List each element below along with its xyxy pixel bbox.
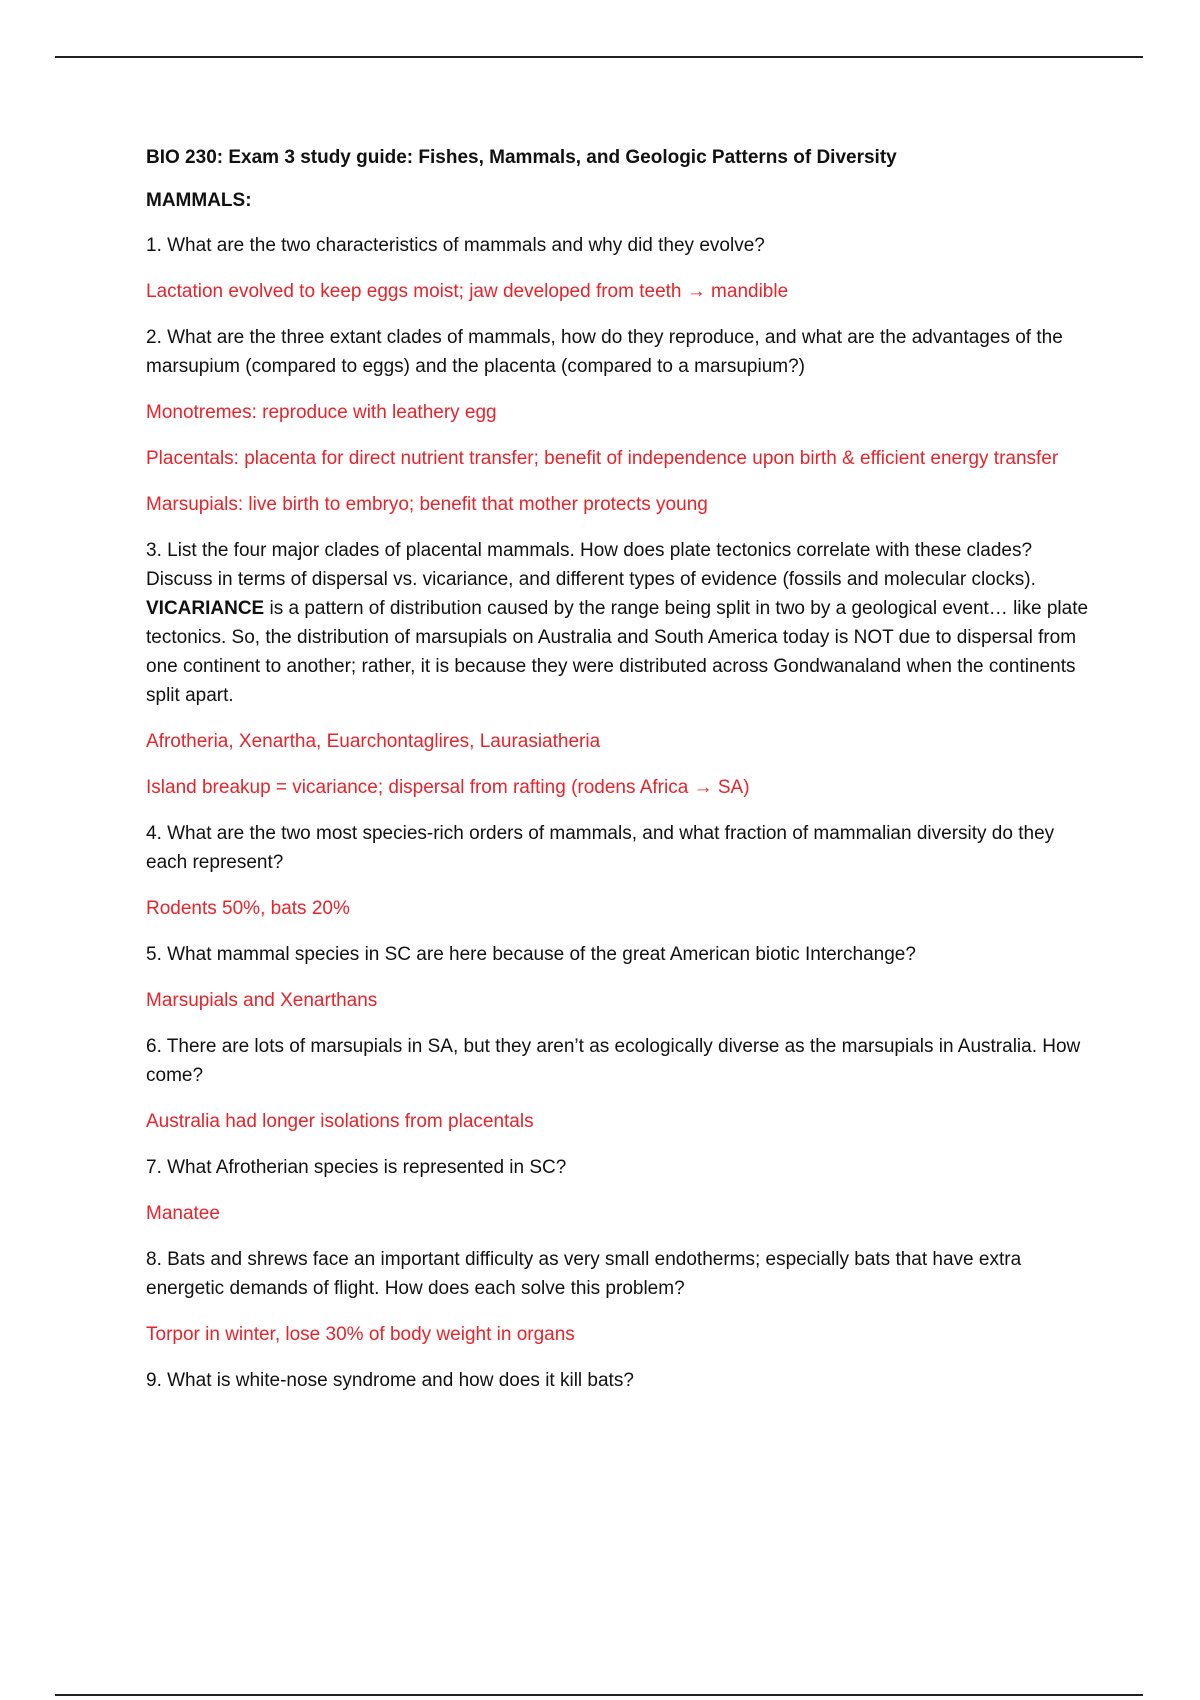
top-rule: [55, 56, 1143, 58]
question-2: 2. What are the three extant clades of mammals, how do they reproduce, and what are the advantages of the marsupium (compared to eggs) and the placenta (compared to a marsupium?): [146, 327, 1063, 377]
answer-2-placentals: Placentals: placenta for direct nutrient transfer; benefit of independence upon birth & efficient energy transfer: [146, 448, 1059, 469]
bottom-rule: [55, 1694, 1143, 1696]
question-7: 7. What Afrotherian species is represented in SC?: [146, 1157, 567, 1178]
answer-3-vicariance: Island breakup = vicariance; dispersal from rafting (rodens Africa → SA): [146, 777, 750, 798]
answer-1: Lactation evolved to keep eggs moist; jaw developed from teeth → mandible: [146, 281, 789, 302]
vicariance-term: VICARIANCE: [146, 598, 265, 619]
question-8: 8. Bats and shrews face an important difficulty as very small endotherms; especially bats that have extra energetic demands of flight. How does each solve this problem?: [146, 1249, 1022, 1299]
question-5: 5. What mammal species in SC are here because of the great American biotic Interchange?: [146, 944, 916, 965]
document-title: BIO 230: Exam 3 study guide: Fishes, Mammals, and Geologic Patterns of Diversity: [146, 147, 897, 168]
answer-4: Rodents 50%, bats 20%: [146, 898, 350, 919]
answer-7: Manatee: [146, 1203, 220, 1224]
question-4: 4. What are the two most species-rich orders of mammals, and what fraction of mammalian diversity do they each represent?: [146, 823, 1055, 873]
answer-6: Australia had longer isolations from placentals: [146, 1111, 534, 1132]
question-6: 6. There are lots of marsupials in SA, but they aren’t as ecologically diverse as the marsupials in Australia. How come?: [146, 1036, 1081, 1086]
answer-5: Marsupials and Xenarthans: [146, 990, 378, 1011]
document-body: [146, 145, 1094, 1412]
answer-2-monotremes: Monotremes: reproduce with leathery egg: [146, 402, 497, 423]
section-heading-mammals: MAMMALS:: [146, 190, 252, 211]
answer-8: Torpor in winter, lose 30% of body weight in organs: [146, 1324, 575, 1345]
question-9: 9. What is white-nose syndrome and how does it kill bats?: [146, 1370, 634, 1391]
question-3-intro: 3. List the four major clades of placental mammals. How does plate tectonics correlate with these clades? Discuss in terms of dispersal vs. vicariance, and different types of evidence (fossils and molecular clocks).: [146, 540, 1036, 590]
answer-3-clades: Afrotheria, Xenartha, Euarchontaglires, Laurasiatheria: [146, 731, 601, 752]
answer-2-marsupials: Marsupials: live birth to embryo; benefit that mother protects young: [146, 494, 708, 515]
question-1: 1. What are the two characteristics of mammals and why did they evolve?: [146, 235, 765, 256]
question-3-definition: is a pattern of distribution caused by the range being split in two by a geological event… like plate tectonics. So, the distribution of marsupials on Australia and South America today is NOT due to dispersal from one continent to another; rather, it is because they were distributed across Gondwanaland when the continents split apart.: [146, 598, 1089, 706]
question-3: [146, 536, 1094, 710]
